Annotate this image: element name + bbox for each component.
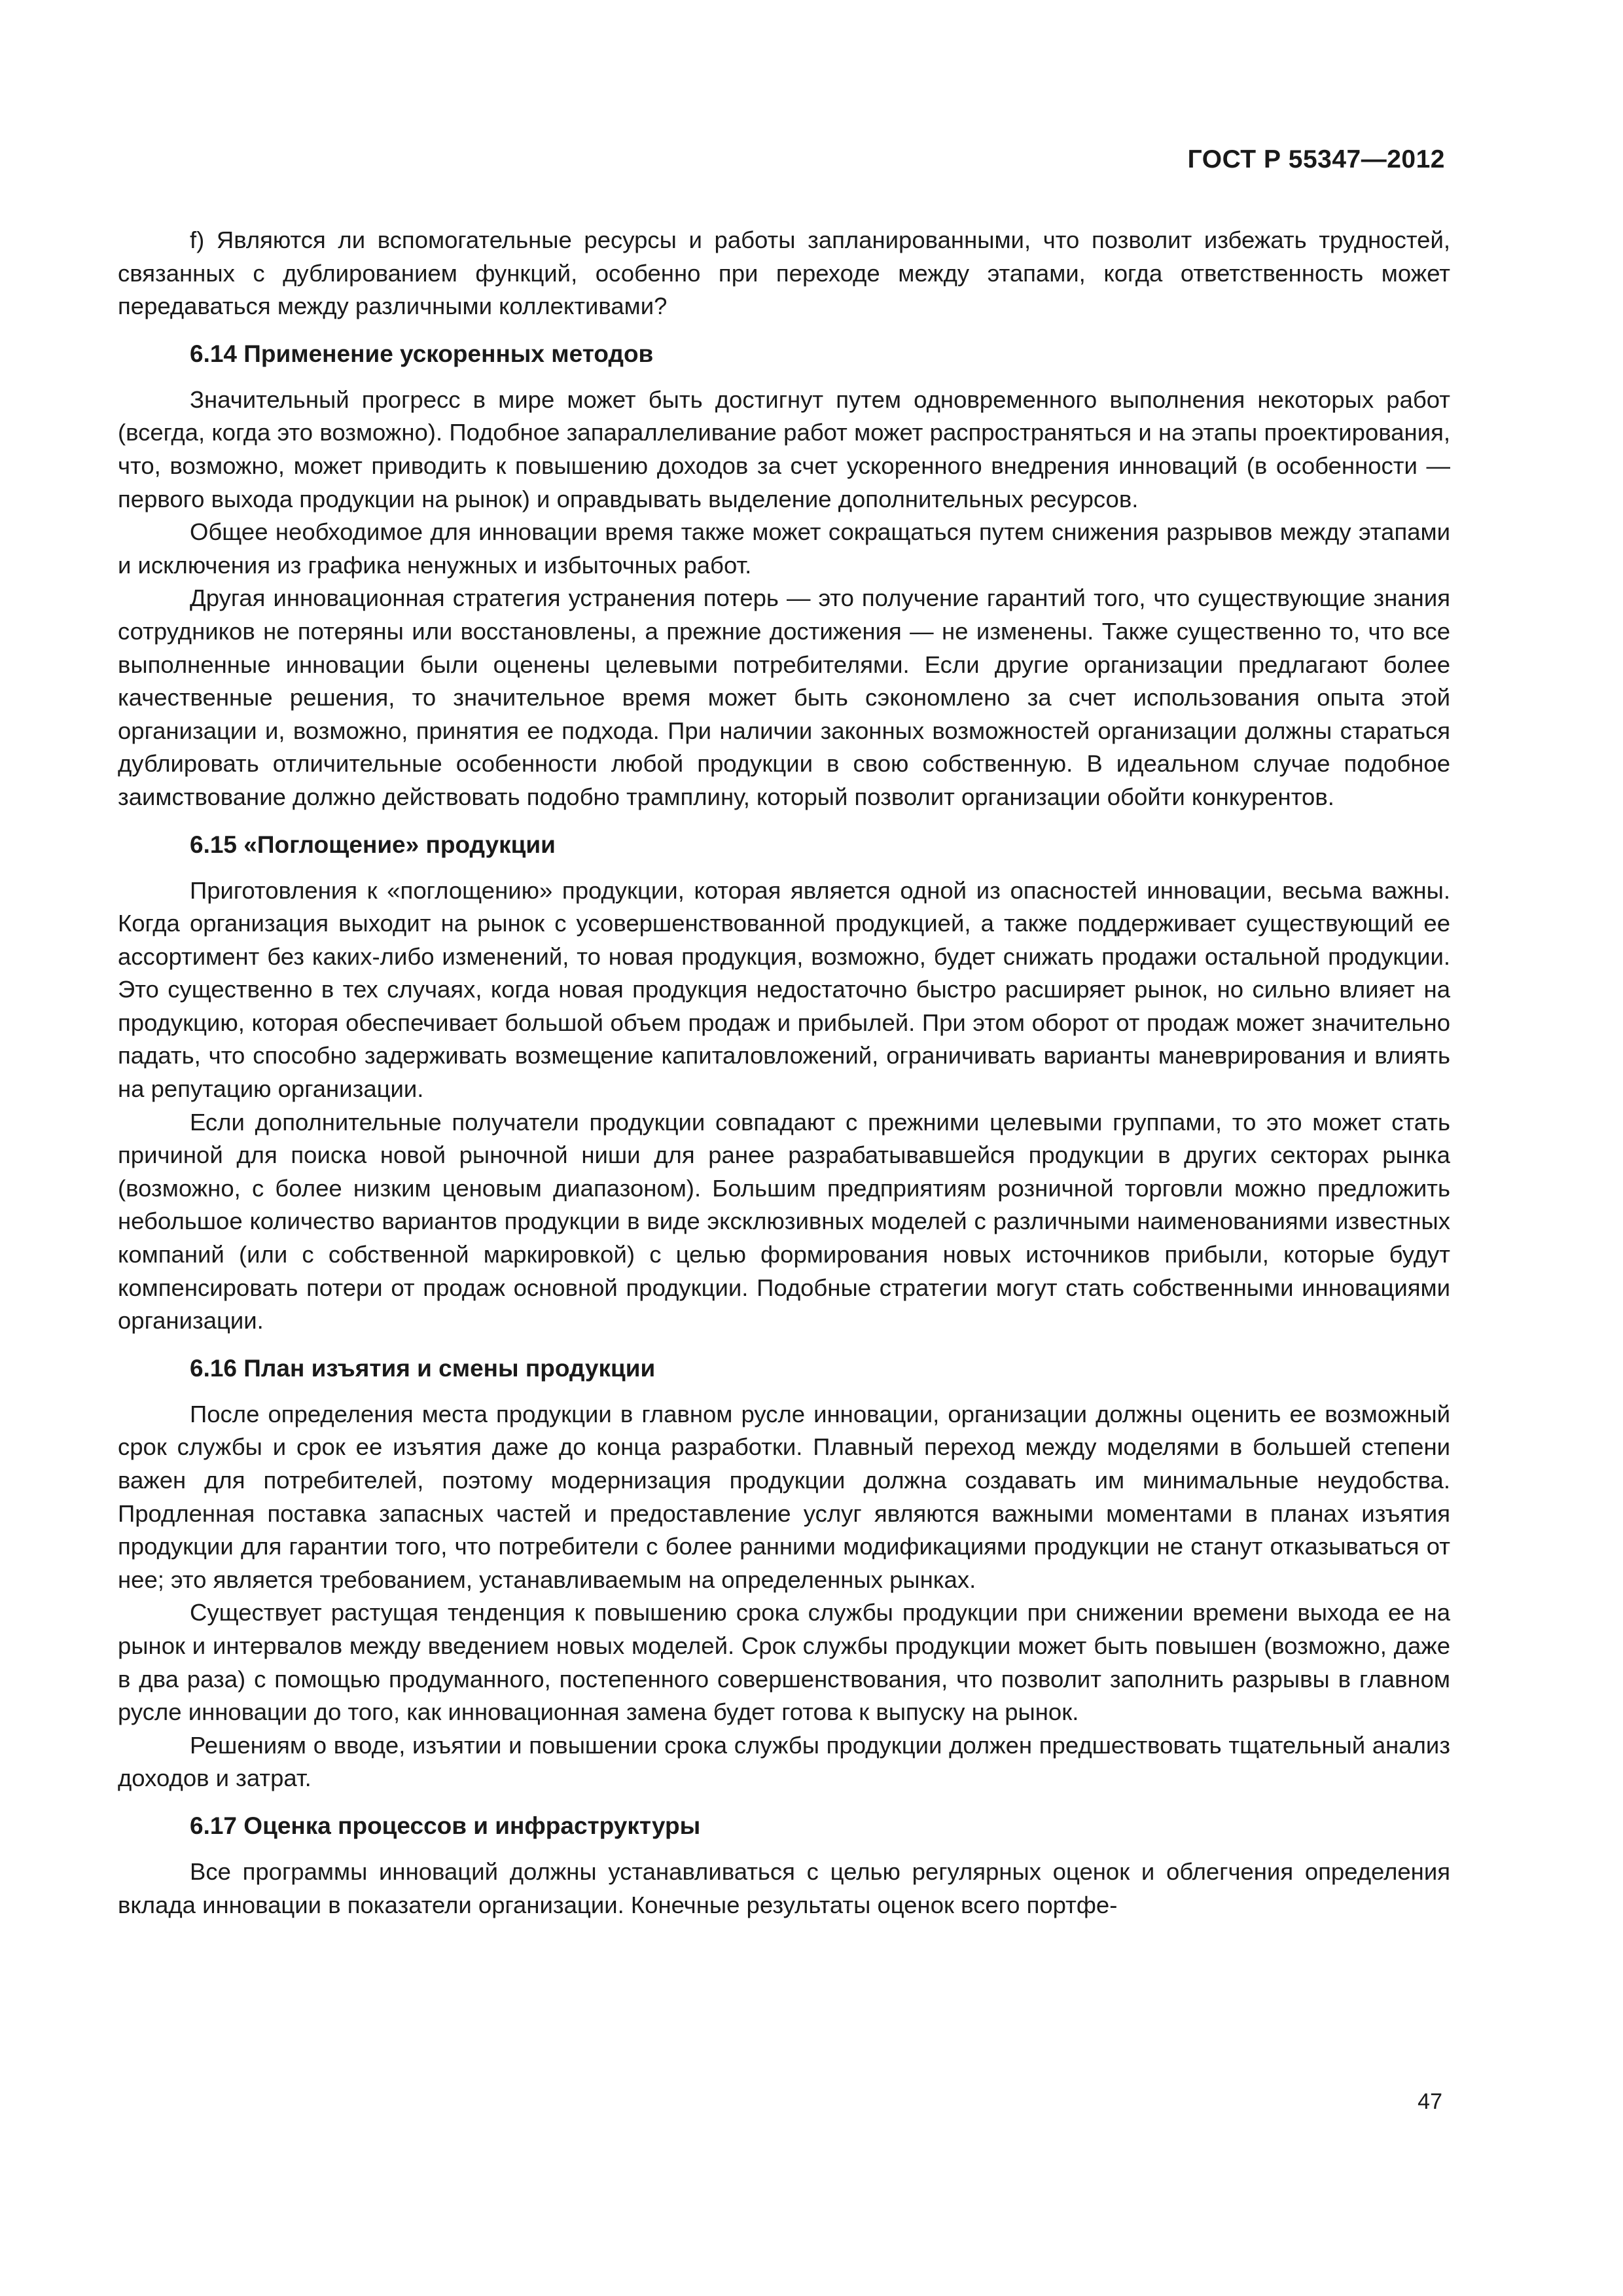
- paragraph: Если дополнительные получатели продукции совпадают с прежними целевыми группами, то это может стать причиной для поиска новой рыночной ниши для ранее разрабатывавшейся продукции в других секторах рынка (возможно, с более низким ценовым диапазоном). Большим предприятиям розничной торговли можно предложить небольшое количество вариантов продукции в виде эксклюзивных моделей с различными наименованиями известных компаний (или с собственной маркировкой) с целью формирования новых источников прибыли, которые будут компенсировать потери от продаж основной продукции. Подобные стратегии могут стать собственными инновациями организации.: [118, 1108, 1450, 1335]
- section-heading-6-14: 6.14 Применение ускоренных методов: [190, 340, 654, 367]
- paragraph: Другая инновационная стратегия устранения потерь — это получение гарантий того, что существующие знания сотрудников не потеряны или восстановлены, а прежние достижения — не изменены. Также существенно то, что все выполненные инновации были оценены целевыми потребителями. Если другие организации предлагают более качественные решения, то значительное время может быть сэкономлено за счет использования опыта этой организации и, возможно, принятия ее подхода. При наличии законных возможностей организации должны стараться дублировать отличительные особенности любой продукции в свою собственную. В идеальном случае подобное заимствование должно действовать подобно трамплину, который позволит организации обойти конкурентов.: [118, 584, 1450, 810]
- paragraph: Общее необходимое для инновации время также может сокращаться путем снижения разрывов между этапами и исключения из графика ненужных и избыточных работ.: [118, 518, 1450, 579]
- paragraph: Существует растущая тенденция к повышению срока службы продукции при снижении времени выхода ее на рынок и интервалов между введением новых моделей. Срок службы продукции может быть повышен (возможно, даже в два раза) с помощью продуманного, постепенного совершенствования, что позволит заполнить разрывы в главном русле инновации до того, как инновационная замена будет готова к выпуску на рынок.: [118, 1599, 1450, 1726]
- paragraph: После определения места продукции в главном русле инновации, организации должны оценить ее возможный срок службы и срок ее изъятия даже до конца разработки. Плавный переход между моделями в большей степени важен для потребителей, поэтому модернизация продукции должна создавать им минимальные неудобства. Продленная поставка запасных частей и предоставление услуг являются важными моментами в планах изъятия продукции для гарантии того, что потребители с более ранними модификациями продукции не станут отказываться от нее; это является требованием, устанавливаемым на определенных рынках.: [118, 1400, 1450, 1593]
- paragraph: Приготовления к «поглощению» продукции, которая является одной из опасностей инновации, весьма важны. Когда организация выходит на рынок с усовершенствованной продукцией, а также поддерживает существующий ее ассортимент без каких-либо изменений, то новая продукция, возможно, будет снижать продажи остальной продукции. Это существенно в тех случаях, когда новая продукция недостаточно быстро расширяет рынок, но сильно влияет на продукцию, которая обеспечивает большой объем продаж и прибылей. При этом оборот от продаж может значительно падать, что способно задерживать возмещение капиталовложений, ограничивать варианты маневрирования и влиять на репутацию организации.: [118, 876, 1450, 1103]
- paragraph: f) Являются ли вспомогательные ресурсы и работы запланированными, что позволит избежать трудностей, связанных с дублированием функций, особенно при переходе между этапами, когда ответственность может передаваться между различными коллективами?: [118, 226, 1450, 320]
- page-number: 47: [1418, 2089, 1442, 2114]
- paragraph: Решениям о вводе, изъятии и повышении срока службы продукции должен предшествовать тщательный анализ доходов и затрат.: [118, 1731, 1450, 1792]
- paragraph: Все программы инноваций должны устанавливаться с целью регулярных оценок и облегчения определения вклада инновации в показатели организации. Конечные результаты оценок всего портфе-: [118, 1857, 1450, 1918]
- document-id: ГОСТ Р 55347—2012: [1187, 145, 1445, 173]
- page-content: [118, 224, 1450, 1922]
- section-heading-6-15: 6.15 «Поглощение» продукции: [190, 831, 556, 858]
- section-heading-6-16: 6.16 План изъятия и смены продукции: [190, 1354, 656, 1382]
- section-heading-6-17: 6.17 Оценка процессов и инфраструктуры: [190, 1812, 701, 1839]
- paragraph: Значительный прогресс в мире может быть достигнут путем одновременного выполнения некоторых работ (всегда, когда это возможно). Подобное запараллеливание работ может распространяться и на этапы проектирования, что, возможно, может приводить к повышению доходов за счет ускоренного внедрения инноваций (в особенности — первого выхода продукции на рынок) и оправдывать выделение дополнительных ресурсов.: [118, 386, 1450, 512]
